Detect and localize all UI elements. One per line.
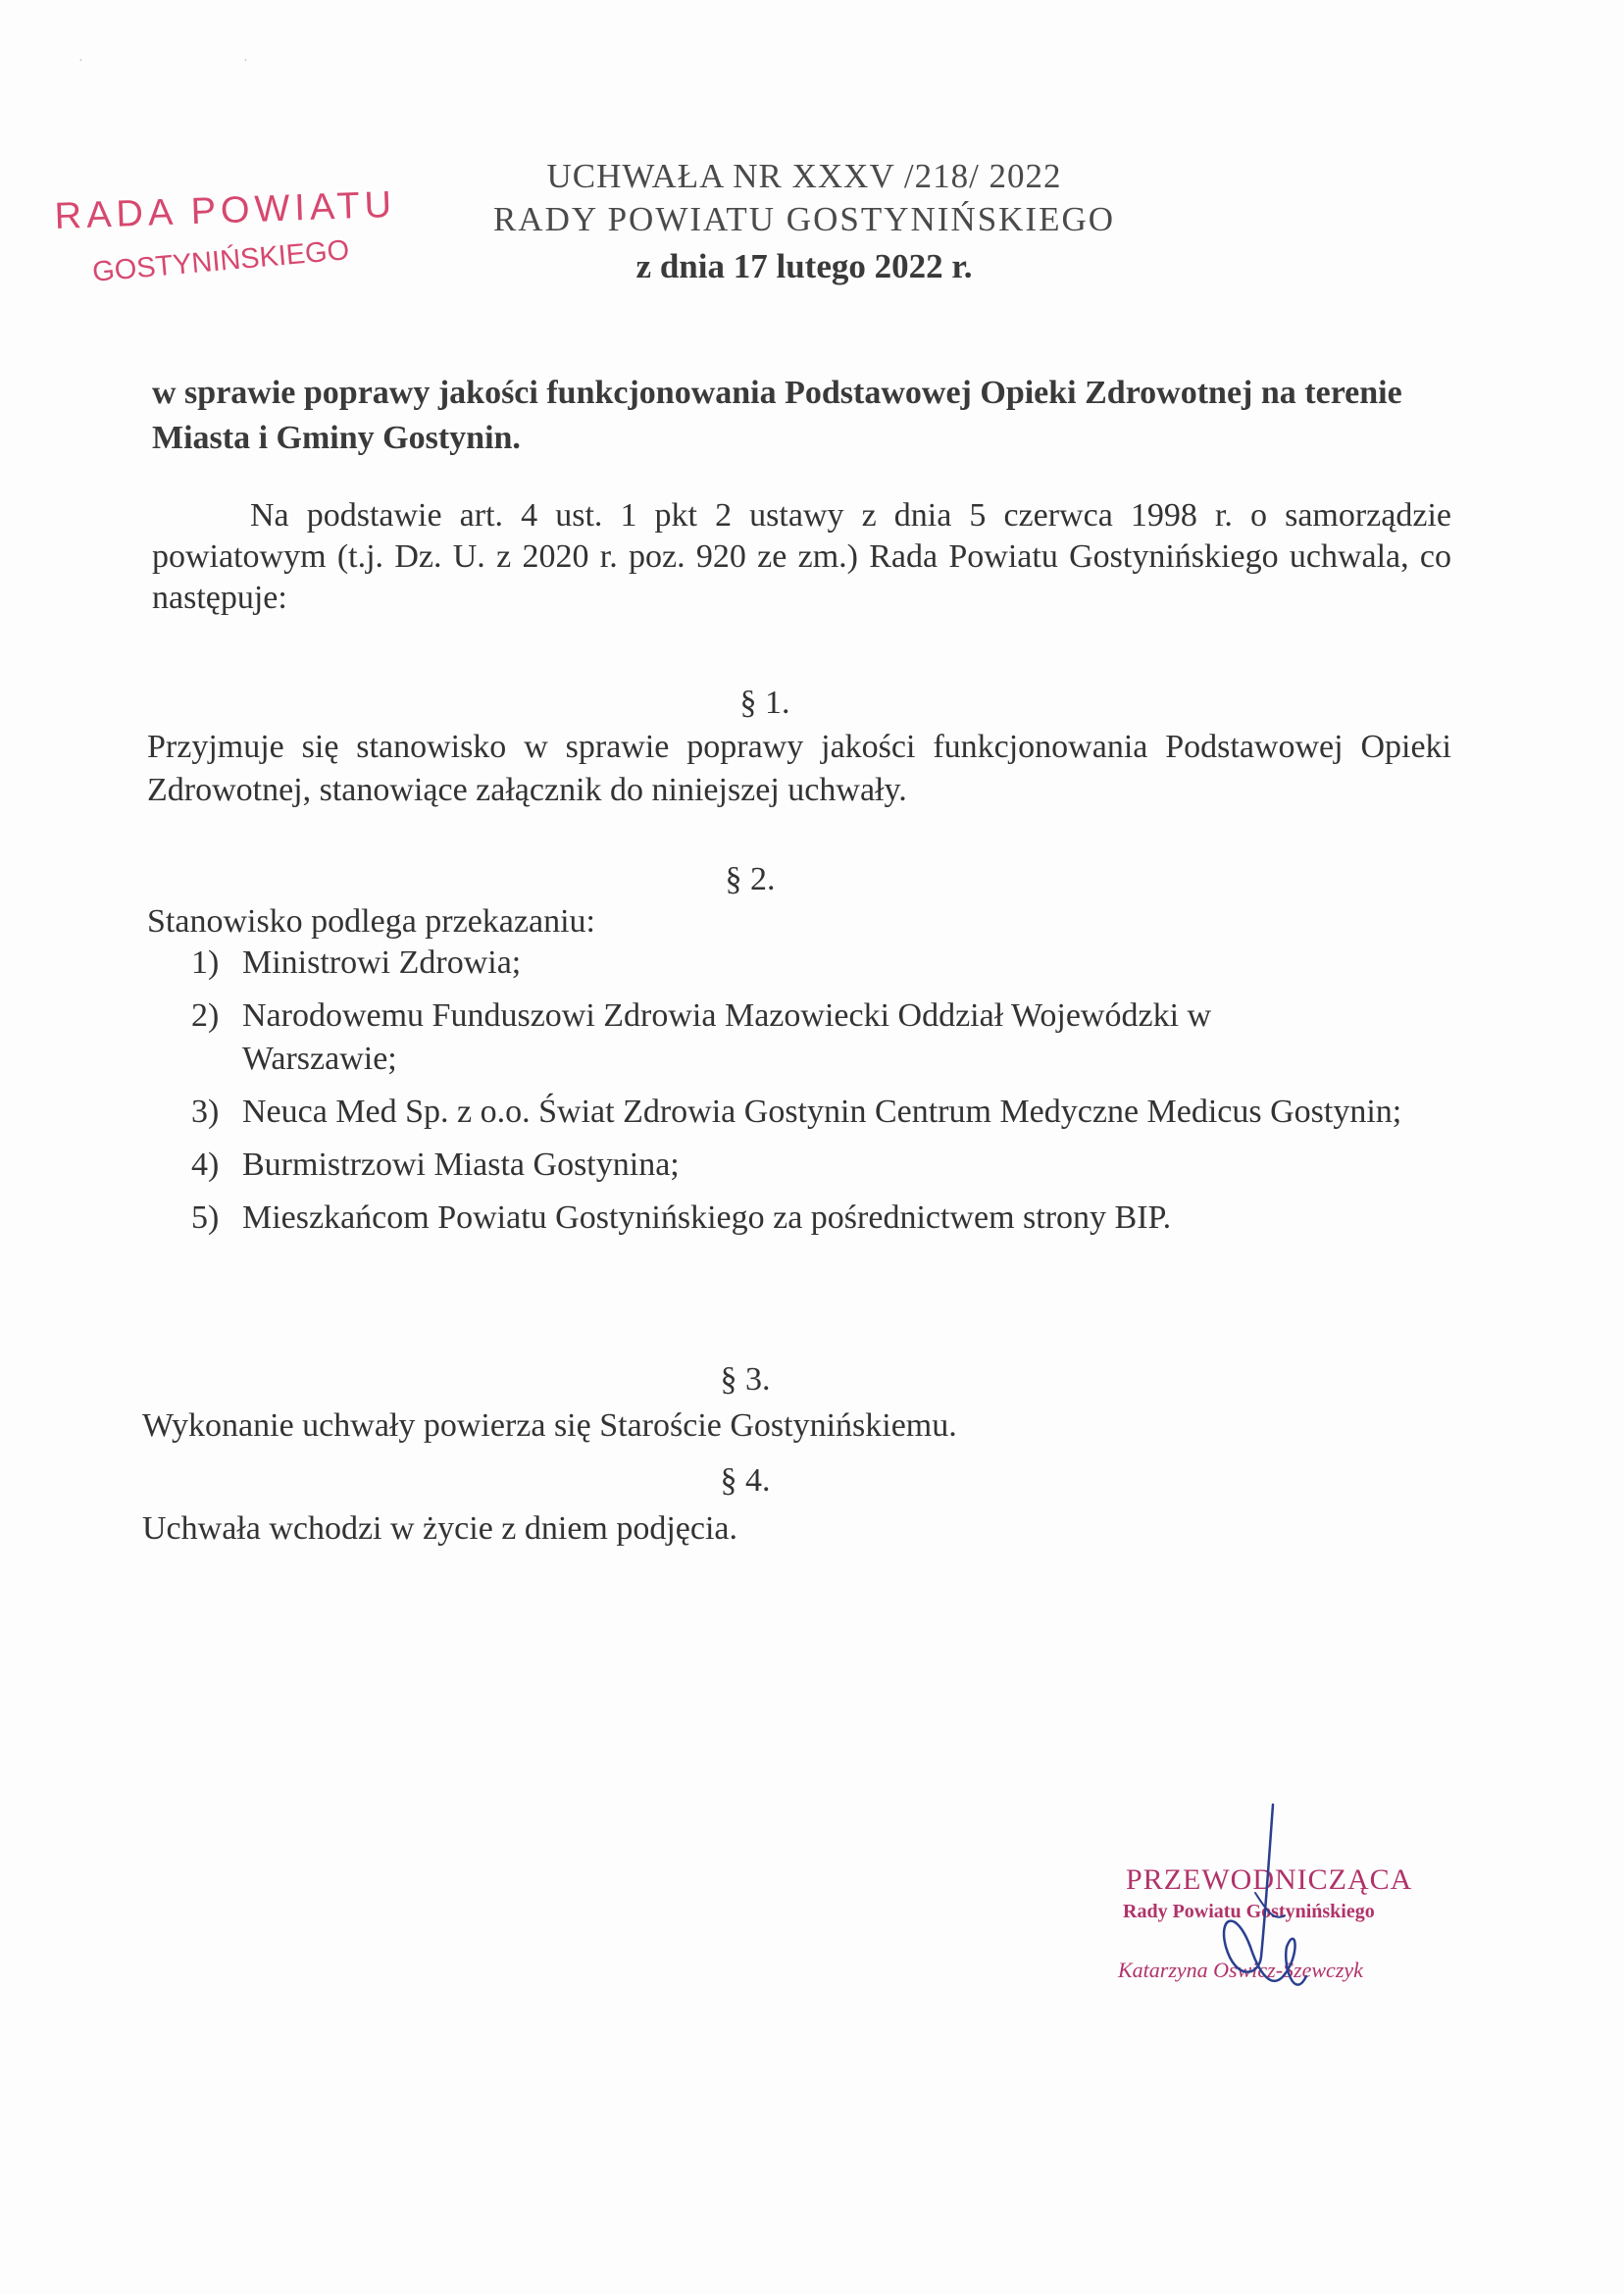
list-item — [191, 1197, 1466, 1240]
resolution-title: UCHWAŁA NR XXXV /218/ 2022 — [546, 157, 1062, 195]
section-2-text: Stanowisko podlega przekazaniu: — [147, 903, 595, 940]
section-3-text: Wykonanie uchwały powierza się Staroście Gostynińskiemu. — [142, 1407, 957, 1444]
legal-basis-text: Na podstawie art. 4 ust. 1 pkt 2 ustawy z dnia 5 czerwca 1998 r. o samorządzie powiatowym (t.j. Dz. U. z 2020 r. poz. 920 ze zm.) Rada Powiatu Gostynińskiego uchwala, co następuje: — [152, 497, 1451, 616]
list-item-text: Burmistrzowi Miasta Gostynina; — [242, 1147, 680, 1183]
list-item-number: 3) — [191, 1094, 220, 1130]
legal-basis — [152, 495, 1451, 619]
recipients-list — [191, 942, 1466, 1249]
council-stamp-line2: GOSTYNIŃSKIEGO — [91, 234, 351, 288]
list-item-number: 2) — [191, 997, 220, 1034]
chairperson-role: PRZEWODNICZĄCA — [1126, 1863, 1413, 1896]
council-stamp — [54, 183, 407, 314]
resolution-date: z dnia 17 lutego 2022 r. — [635, 247, 973, 285]
list-item — [191, 942, 1466, 985]
handwritten-signature — [1196, 1800, 1334, 2025]
list-item — [191, 994, 1321, 1081]
list-item-text: Mieszkańcom Powiatu Gostynińskiego za pośrednictwem strony BIP. — [242, 1199, 1172, 1236]
chairperson-council: Rady Powiatu Gostynińskiego — [1123, 1901, 1375, 1922]
section-3-sign: § 3. — [720, 1361, 771, 1398]
list-item-number: 4) — [191, 1147, 220, 1183]
resolution-body: RADY POWIATU GOSTYNIŃSKIEGO — [492, 200, 1116, 238]
section-1-sign: § 1. — [739, 685, 790, 721]
list-item-number: 1) — [191, 944, 220, 981]
list-item-text: Neuca Med Sp. z o.o. Świat Zdrowia Gostynin Centrum Medyczne Medicus Gostynin; — [242, 1094, 1402, 1130]
chairperson-name: Katarzyna Oswicz-Szewczyk — [1118, 1958, 1363, 1982]
section-4-sign: § 4. — [720, 1462, 771, 1499]
list-item-number: 5) — [191, 1199, 220, 1236]
section-4-text: Uchwała wchodzi w życie z dniem podjęcia. — [142, 1510, 738, 1547]
scan-specks: · · — [78, 54, 327, 69]
resolution-subject: w sprawie poprawy jakości funkcjonowania Podstawowej Opieki Zdrowotnej na terenie Miasta i Gminy Gostynin. — [152, 375, 1402, 456]
council-stamp-line1: RADA POWIATU — [54, 183, 397, 237]
list-item — [191, 1091, 1448, 1134]
section-1-text: Przyjmuje się stanowisko w sprawie poprawy jakości funkcjonowania Podstawowej Opieki Zdrowotnej, stanowiące załącznik do niniejszej uchwały. — [147, 729, 1451, 808]
section-2-sign: § 2. — [725, 861, 776, 897]
resolution-header — [431, 155, 1177, 292]
list-item-text: Narodowemu Funduszowi Zdrowia Mazowiecki Oddział Wojewódzki w Warszawie; — [242, 997, 1212, 1077]
list-item-text: Ministrowi Zdrowia; — [242, 944, 522, 981]
list-item — [191, 1144, 1466, 1187]
